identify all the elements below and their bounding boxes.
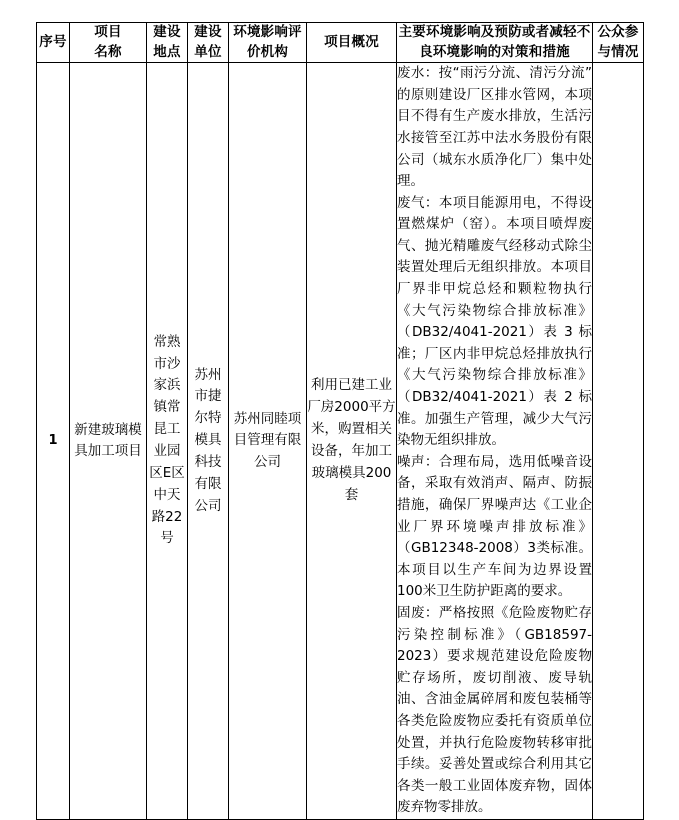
- column-header-seq: 序号: [37, 23, 70, 63]
- cell-measures: [397, 63, 593, 820]
- cell-build-place: 常熟市沙家浜镇常昆工业园区E区中天路22号: [147, 63, 188, 820]
- column-header-build-unit: 建设 单位: [188, 23, 229, 63]
- cell-build-unit: 苏州市捷尔特模具科技有限公司: [188, 63, 229, 820]
- environmental-impact-table: [36, 22, 644, 820]
- measures-paragraph-list: [397, 63, 592, 819]
- measures-paragraph: 废水：按“雨污分流、清污分流”的原则建设厂区排水管网，本项目不得有生产废水排放，生活污水接管至江苏中法水务股份有限公司（城东水质净化厂）集中处理。: [397, 65, 592, 190]
- measures-paragraph: 废气：本项目能源用电，不得设置燃煤炉（窑）。本项目喷焊废气、抛光精雕废气经移动式除尘装置处理后无组织排放。本项目厂界非甲烷总烃和颗粒物执行《大气污染物综合排放标准》（DB32/4041-2021）表 3 标准；厂区内非甲烷总烃排放执行《大气污染物综合排放标准》（DB32/4041-2021）表 2 标准。加强生产管理，减少大气污染物无组织排放。: [397, 194, 592, 449]
- table-row: [37, 63, 644, 820]
- column-header-eia-agency: 环境影响评 价机构: [229, 23, 307, 63]
- cell-project-name: 新建玻璃模具加工项目: [70, 63, 147, 820]
- header-row: [37, 23, 644, 63]
- measures-paragraph: 固废：严格按照《危险废物贮存污染控制标准》（GB18597-2023）要求规范建设危险废物贮存场所，废切削液、废导轨油、含油金属碎屑和废包装桶等各类危险废物应委托有资质单位处置，并执行危险废物转移审批手续。妥善处置或综合利用其它各类一般工业固体废弃物，固体废弃物零排放。: [397, 604, 592, 816]
- cell-public: [593, 63, 644, 820]
- table-body: [37, 63, 644, 820]
- column-header-public: 公众参 与情况: [593, 23, 644, 63]
- column-header-project-name: 项目 名称: [70, 23, 147, 63]
- column-header-build-place: 建设 地点: [147, 23, 188, 63]
- table-header: [37, 23, 644, 63]
- measures-paragraph: 噪声：合理布局，选用低噪音设备，采取有效消声、隔声、防振措施，确保厂界噪声达《工业企业厂界环境噪声排放标准》（GB12348-2008）3类标准。本项目以生产车间为边界设置100米卫生防护距离的要求。: [397, 453, 592, 600]
- cell-eia-agency: 苏州同睦项目管理有限公司: [229, 63, 307, 820]
- column-header-measures: 主要环境影响及预防或者减轻不 良环境影响的对策和措施: [397, 23, 593, 63]
- cell-overview: 利用已建工业厂房2000平方米，购置相关设备，年加工玻璃模具200套: [307, 63, 397, 820]
- column-header-overview: 项目概况: [307, 23, 397, 63]
- cell-seq: 1: [37, 63, 70, 820]
